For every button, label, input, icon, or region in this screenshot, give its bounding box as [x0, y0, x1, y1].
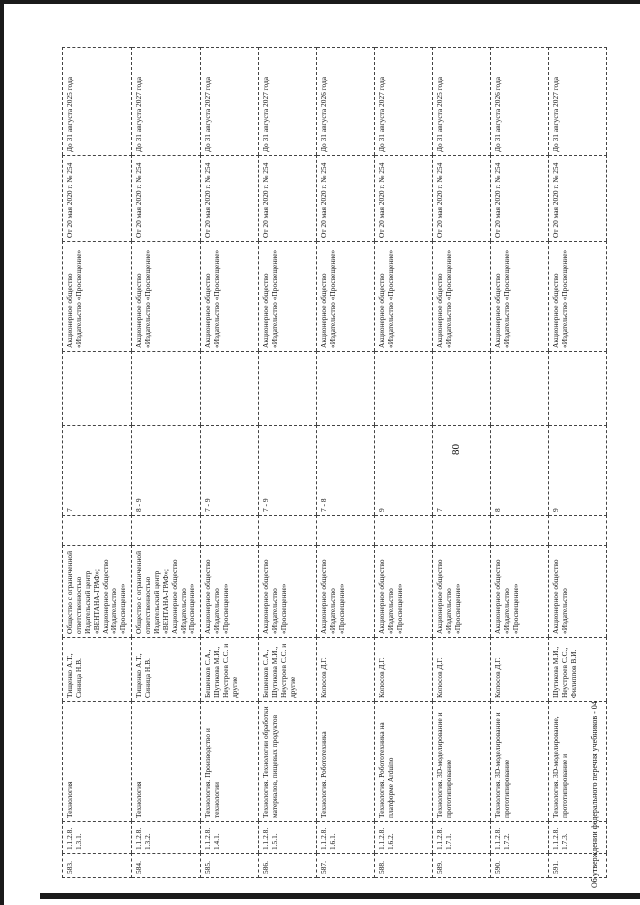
textbook-list-table — [62, 47, 607, 878]
order-reference: От 20 мая 2020 г. № 254 — [549, 156, 607, 242]
top-border-bar — [0, 0, 640, 4]
row-number: 587. — [317, 854, 375, 878]
grade: 7 — [63, 426, 132, 516]
publisher: Акционерное общество «Издательство «Просвещение» — [259, 242, 317, 352]
row-code: 1.1.2.8.1.7.3. — [549, 822, 607, 854]
order-reference: От 20 мая 2020 г. № 254 — [63, 156, 132, 242]
document-footer: Об утверждении федерального перечня учебников - 04 — [590, 701, 599, 888]
row-number: 583. — [63, 854, 132, 878]
empty-cell — [259, 352, 317, 426]
grade: 7 - 9 — [259, 426, 317, 516]
order-reference: От 20 мая 2020 г. № 254 — [259, 156, 317, 242]
table-row — [317, 48, 375, 878]
empty-cell — [317, 352, 375, 426]
authors: Копосов Д.Г. — [375, 638, 433, 702]
textbook-title: Технология — [132, 702, 201, 822]
order-reference: От 20 мая 2020 г. № 254 — [132, 156, 201, 242]
row-code: 1.1.2.8.1.5.1. — [259, 822, 317, 854]
row-code: 1.1.2.8.1.6.2. — [375, 822, 433, 854]
grade: 8 - 9 — [132, 426, 201, 516]
row-number: 588. — [375, 854, 433, 878]
empty-cell — [132, 516, 201, 546]
grade: 7 — [433, 426, 491, 516]
empty-cell — [433, 516, 491, 546]
valid-until: До 31 августа 2025 года — [433, 48, 491, 156]
authors: Копосов Д.Г. — [491, 638, 549, 702]
organization: Общество с ограниченной ответственностью Издательский центр «ВЕНТАНА-ГРАФ»; Акционерное общество «Издательство «Просвещение» — [132, 546, 201, 638]
order-reference: От 20 мая 2020 г. № 254 — [201, 156, 259, 242]
organization: Акционерное общество «Издательство «Просвещение» — [201, 546, 259, 638]
rotated-page-content — [62, 48, 586, 878]
textbook-title: Технология. 3D-моделирование и прототипирование — [433, 702, 491, 822]
grade: 7 - 9 — [201, 426, 259, 516]
empty-cell — [375, 352, 433, 426]
empty-cell — [259, 516, 317, 546]
organization: Акционерное общество «Издательство «Просвещение» — [433, 546, 491, 638]
textbook-title: Технология. Производство и технологии — [201, 702, 259, 822]
grade: 8 — [491, 426, 549, 516]
empty-cell — [201, 352, 259, 426]
organization: Акционерное общество «Издательство «Просвещение» — [317, 546, 375, 638]
authors: Копосов Д.Г. — [433, 638, 491, 702]
valid-until: До 31 августа 2027 года — [259, 48, 317, 156]
textbook-title: Технология. Робототехника — [317, 702, 375, 822]
empty-cell — [63, 516, 132, 546]
grade: 9 — [549, 426, 607, 516]
textbook-title: Технология. 3D-моделирование и прототипирование — [491, 702, 549, 822]
row-number: 589. — [433, 854, 491, 878]
publisher: Акционерное общество «Издательство «Просвещение» — [132, 242, 201, 352]
row-code: 1.1.2.8.1.7.1. — [433, 822, 491, 854]
empty-cell — [375, 516, 433, 546]
empty-cell — [317, 516, 375, 546]
publisher: Акционерное общество «Издательство «Просвещение» — [317, 242, 375, 352]
order-reference: От 20 мая 2020 г. № 254 — [317, 156, 375, 242]
textbook-title: Технология. Робототехника на платформе Arduino — [375, 702, 433, 822]
authors: Копосов Д.Г. — [317, 638, 375, 702]
table-row — [375, 48, 433, 878]
publisher: Акционерное общество «Издательство «Просвещение» — [375, 242, 433, 352]
empty-cell — [201, 516, 259, 546]
row-number: 591. — [549, 854, 607, 878]
table-row — [132, 48, 201, 878]
left-border-bar — [0, 0, 4, 905]
authors: Тищенко А.Т., Синица Н.В. — [132, 638, 201, 702]
valid-until: До 31 августа 2025 года — [63, 48, 132, 156]
row-number: 586. — [259, 854, 317, 878]
row-number: 590. — [491, 854, 549, 878]
textbook-title: Технология. Технологии обработки материалов, пищевых продуктов — [259, 702, 317, 822]
row-code: 1.1.2.8.1.4.1. — [201, 822, 259, 854]
row-code: 1.1.2.8.1.6.1. — [317, 822, 375, 854]
order-reference: От 20 мая 2020 г. № 254 — [375, 156, 433, 242]
order-reference: От 20 мая 2020 г. № 254 — [433, 156, 491, 242]
valid-until: До 31 августа 2026 года — [491, 48, 549, 156]
empty-cell — [491, 352, 549, 426]
empty-cell — [549, 352, 607, 426]
grade: 9 — [375, 426, 433, 516]
table-body — [63, 48, 607, 878]
organization: Акционерное общество «Издательство — [549, 546, 607, 638]
valid-until: До 31 августа 2027 года — [375, 48, 433, 156]
authors: Бешенков С.А., Шутикова М.И., Неустроев С.С. и другие — [201, 638, 259, 702]
publisher: Акционерное общество «Издательство «Просвещение» — [433, 242, 491, 352]
authors: Шутикова М.И., Неустроев С.С., Филиппов В.И. — [549, 638, 607, 702]
grade: 7 - 8 — [317, 426, 375, 516]
row-number: 584. — [132, 854, 201, 878]
valid-until: До 31 августа 2027 года — [549, 48, 607, 156]
publisher: Акционерное общество «Издательство «Просвещение» — [63, 242, 132, 352]
publisher: Акционерное общество «Издательство «Просвещение» — [491, 242, 549, 352]
publisher: Акционерное общество «Издательство «Просвещение» — [549, 242, 607, 352]
row-code: 1.1.2.8.1.7.2. — [491, 822, 549, 854]
textbook-title: Технология. 3D-моделирование, прототипирование и — [549, 702, 607, 822]
authors: Бешенков С.А., Шутикова М.И., Неустроев С.С. и другие — [259, 638, 317, 702]
publisher: Акционерное общество «Издательство «Просвещение» — [201, 242, 259, 352]
table-row — [433, 48, 491, 878]
page-number: 80 — [450, 444, 462, 455]
table-row — [63, 48, 132, 878]
row-code: 1.1.2.8.1.3.1. — [63, 822, 132, 854]
table-row — [201, 48, 259, 878]
order-reference: От 20 мая 2020 г. № 254 — [491, 156, 549, 242]
row-code: 1.1.2.8.1.3.2. — [132, 822, 201, 854]
organization: Акционерное общество «Издательство «Просвещение» — [259, 546, 317, 638]
table-row — [491, 48, 549, 878]
empty-cell — [433, 352, 491, 426]
empty-cell — [63, 352, 132, 426]
textbook-title: Технология — [63, 702, 132, 822]
row-number: 585. — [201, 854, 259, 878]
bottom-border-bar — [40, 893, 640, 899]
organization: Общество с ограниченной ответственностью Издательский центр «ВЕНТАНА-ГРАФ»; Акционерное общество «Издательство «Просвещение» — [63, 546, 132, 638]
empty-cell — [491, 516, 549, 546]
organization: Акционерное общество «Издательство «Просвещение» — [375, 546, 433, 638]
valid-until: До 31 августа 2027 года — [201, 48, 259, 156]
valid-until: До 31 августа 2027 года — [132, 48, 201, 156]
authors: Тищенко А.Т., Синица Н.В. — [63, 638, 132, 702]
empty-cell — [132, 352, 201, 426]
table-row — [259, 48, 317, 878]
organization: Акционерное общество «Издательство «Просвещение» — [491, 546, 549, 638]
valid-until: До 31 августа 2026 года — [317, 48, 375, 156]
empty-cell — [549, 516, 607, 546]
